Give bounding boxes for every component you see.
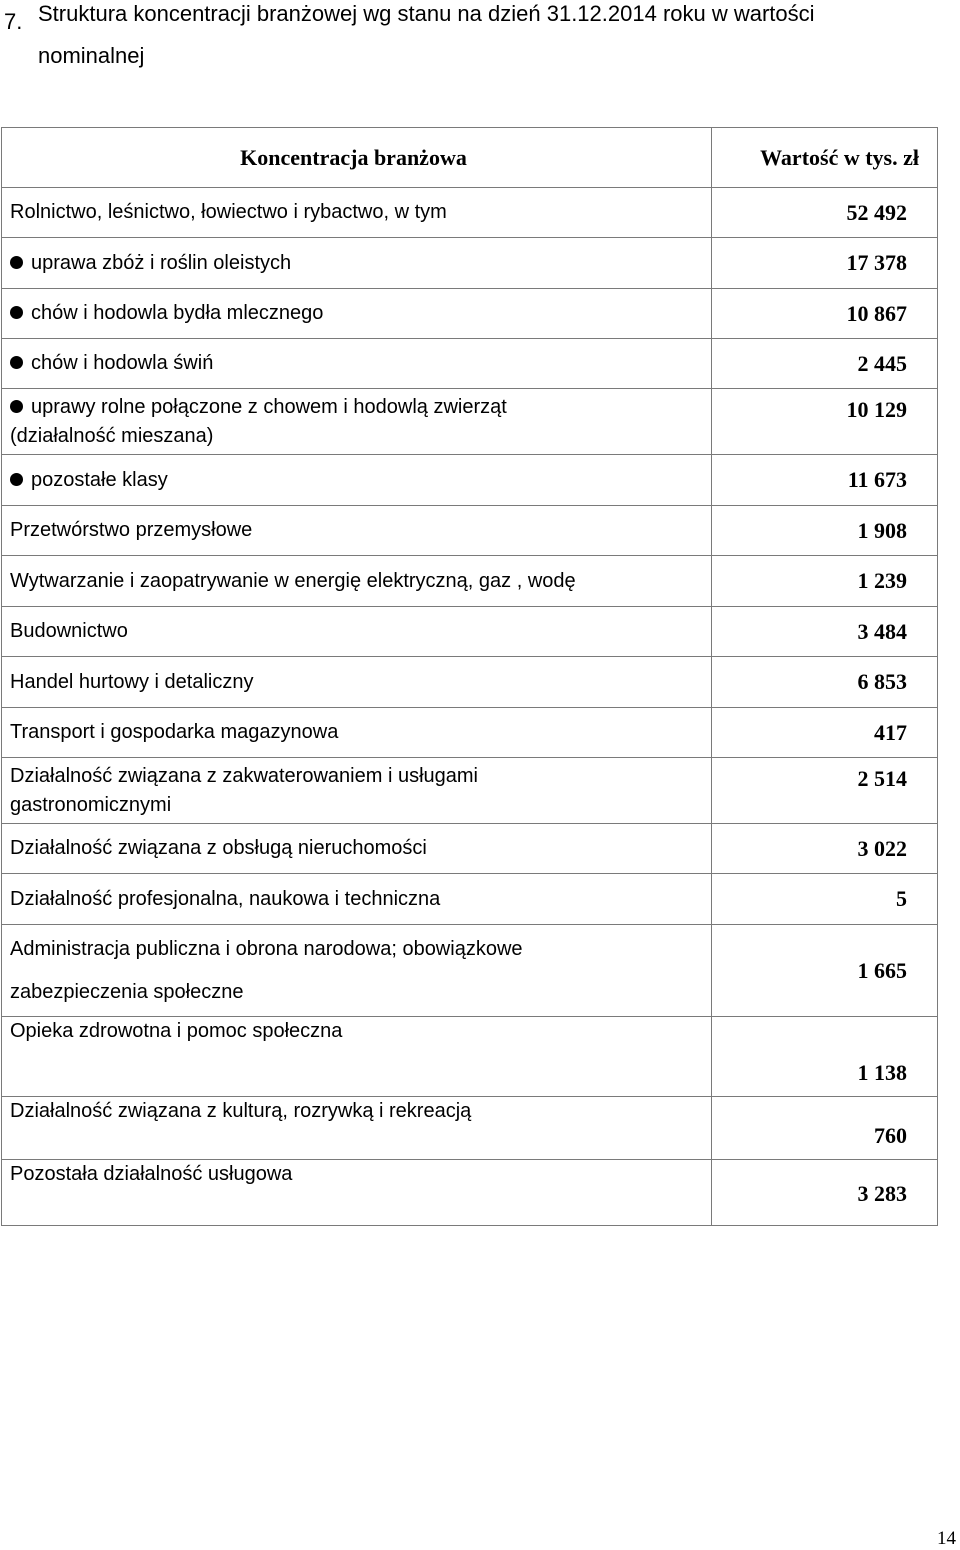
row-label: pozostałe klasy	[31, 468, 168, 491]
bullet-icon	[10, 400, 23, 413]
table-row	[2, 657, 938, 708]
row-label: Administracja publiczna i obrona narodowa; obowiązkowe zabezpieczenia społeczne	[2, 925, 712, 1017]
section-title-line2: nominalnej	[38, 43, 145, 68]
row-value: 5	[712, 874, 938, 925]
table-row	[2, 607, 938, 657]
column-header-industry: Koncentracja branżowa	[2, 128, 712, 188]
row-value: 52 492	[712, 188, 938, 238]
row-value: 3 484	[712, 607, 938, 657]
page-number: 14	[937, 1528, 956, 1549]
table-row	[2, 1160, 938, 1226]
row-label: Transport i gospodarka magazynowa	[2, 708, 712, 758]
table-row	[2, 289, 938, 339]
row-value: 11 673	[712, 455, 938, 506]
bullet-icon	[10, 306, 23, 319]
table-row	[2, 339, 938, 389]
row-label: Działalność profesjonalna, naukowa i techniczna	[2, 874, 712, 925]
table-row	[2, 874, 938, 925]
table-row	[2, 188, 938, 238]
table-row	[2, 506, 938, 556]
row-value: 1 138	[712, 1017, 938, 1097]
row-label: chów i hodowla świń	[31, 352, 214, 374]
row-label: Budownictwo	[2, 607, 712, 657]
table-row	[2, 824, 938, 874]
row-value: 1 908	[712, 506, 938, 556]
row-label: Rolnictwo, leśnictwo, łowiectwo i rybactwo, w tym	[2, 188, 712, 238]
table-row	[2, 556, 938, 607]
industry-concentration-table	[1, 127, 938, 1226]
row-label: Opieka zdrowotna i pomoc społeczna	[2, 1017, 712, 1097]
section-number: 7.	[4, 9, 23, 34]
table-row	[2, 389, 938, 455]
section-title-line1: Struktura koncentracji branżowej wg stanu na dzień 31.12.2014 roku w wartości	[38, 1, 815, 26]
row-value: 17 378	[712, 238, 938, 289]
table-row	[2, 1017, 938, 1097]
row-value: 417	[712, 708, 938, 758]
bullet-icon	[10, 473, 23, 486]
row-label: Wytwarzanie i zaopatrywanie w energię elektryczną, gaz , wodę	[2, 556, 712, 607]
row-value: 2 445	[712, 339, 938, 389]
row-label: Handel hurtowy i detaliczny	[2, 657, 712, 708]
row-value: 10 129	[712, 389, 938, 455]
row-label: Pozostała działalność usługowa	[2, 1160, 712, 1226]
row-label: Działalność związana z kulturą, rozrywką i rekreacją	[2, 1097, 712, 1160]
row-label: uprawa zbóż i roślin oleistych	[31, 251, 292, 274]
table-header-row	[2, 128, 938, 188]
row-label: Działalność związana z obsługą nieruchomości	[2, 824, 712, 874]
row-label: Przetwórstwo przemysłowe	[2, 506, 712, 556]
bullet-icon	[10, 356, 23, 369]
row-value: 6 853	[712, 657, 938, 708]
row-value: 760	[712, 1097, 938, 1160]
row-value: 1 239	[712, 556, 938, 607]
row-value: 2 514	[712, 758, 938, 824]
row-label: chów i hodowla bydła mlecznego	[31, 302, 324, 324]
table-row	[2, 925, 938, 1017]
row-value: 3 022	[712, 824, 938, 874]
table-row	[2, 1097, 938, 1160]
row-label: uprawy rolne połączone z chowem i hodowlą zwierząt (działalność mieszana)	[10, 395, 507, 447]
table-row	[2, 758, 938, 824]
row-value: 3 283	[712, 1160, 938, 1226]
table-row	[2, 238, 938, 289]
row-value: 10 867	[712, 289, 938, 339]
table-row	[2, 455, 938, 506]
column-header-value: Wartość w tys. zł	[712, 128, 938, 188]
row-label: Działalność związana z zakwaterowaniem i usługami gastronomicznymi	[2, 758, 712, 824]
table-row	[2, 708, 938, 758]
row-value: 1 665	[712, 925, 938, 1017]
bullet-icon	[10, 256, 23, 269]
